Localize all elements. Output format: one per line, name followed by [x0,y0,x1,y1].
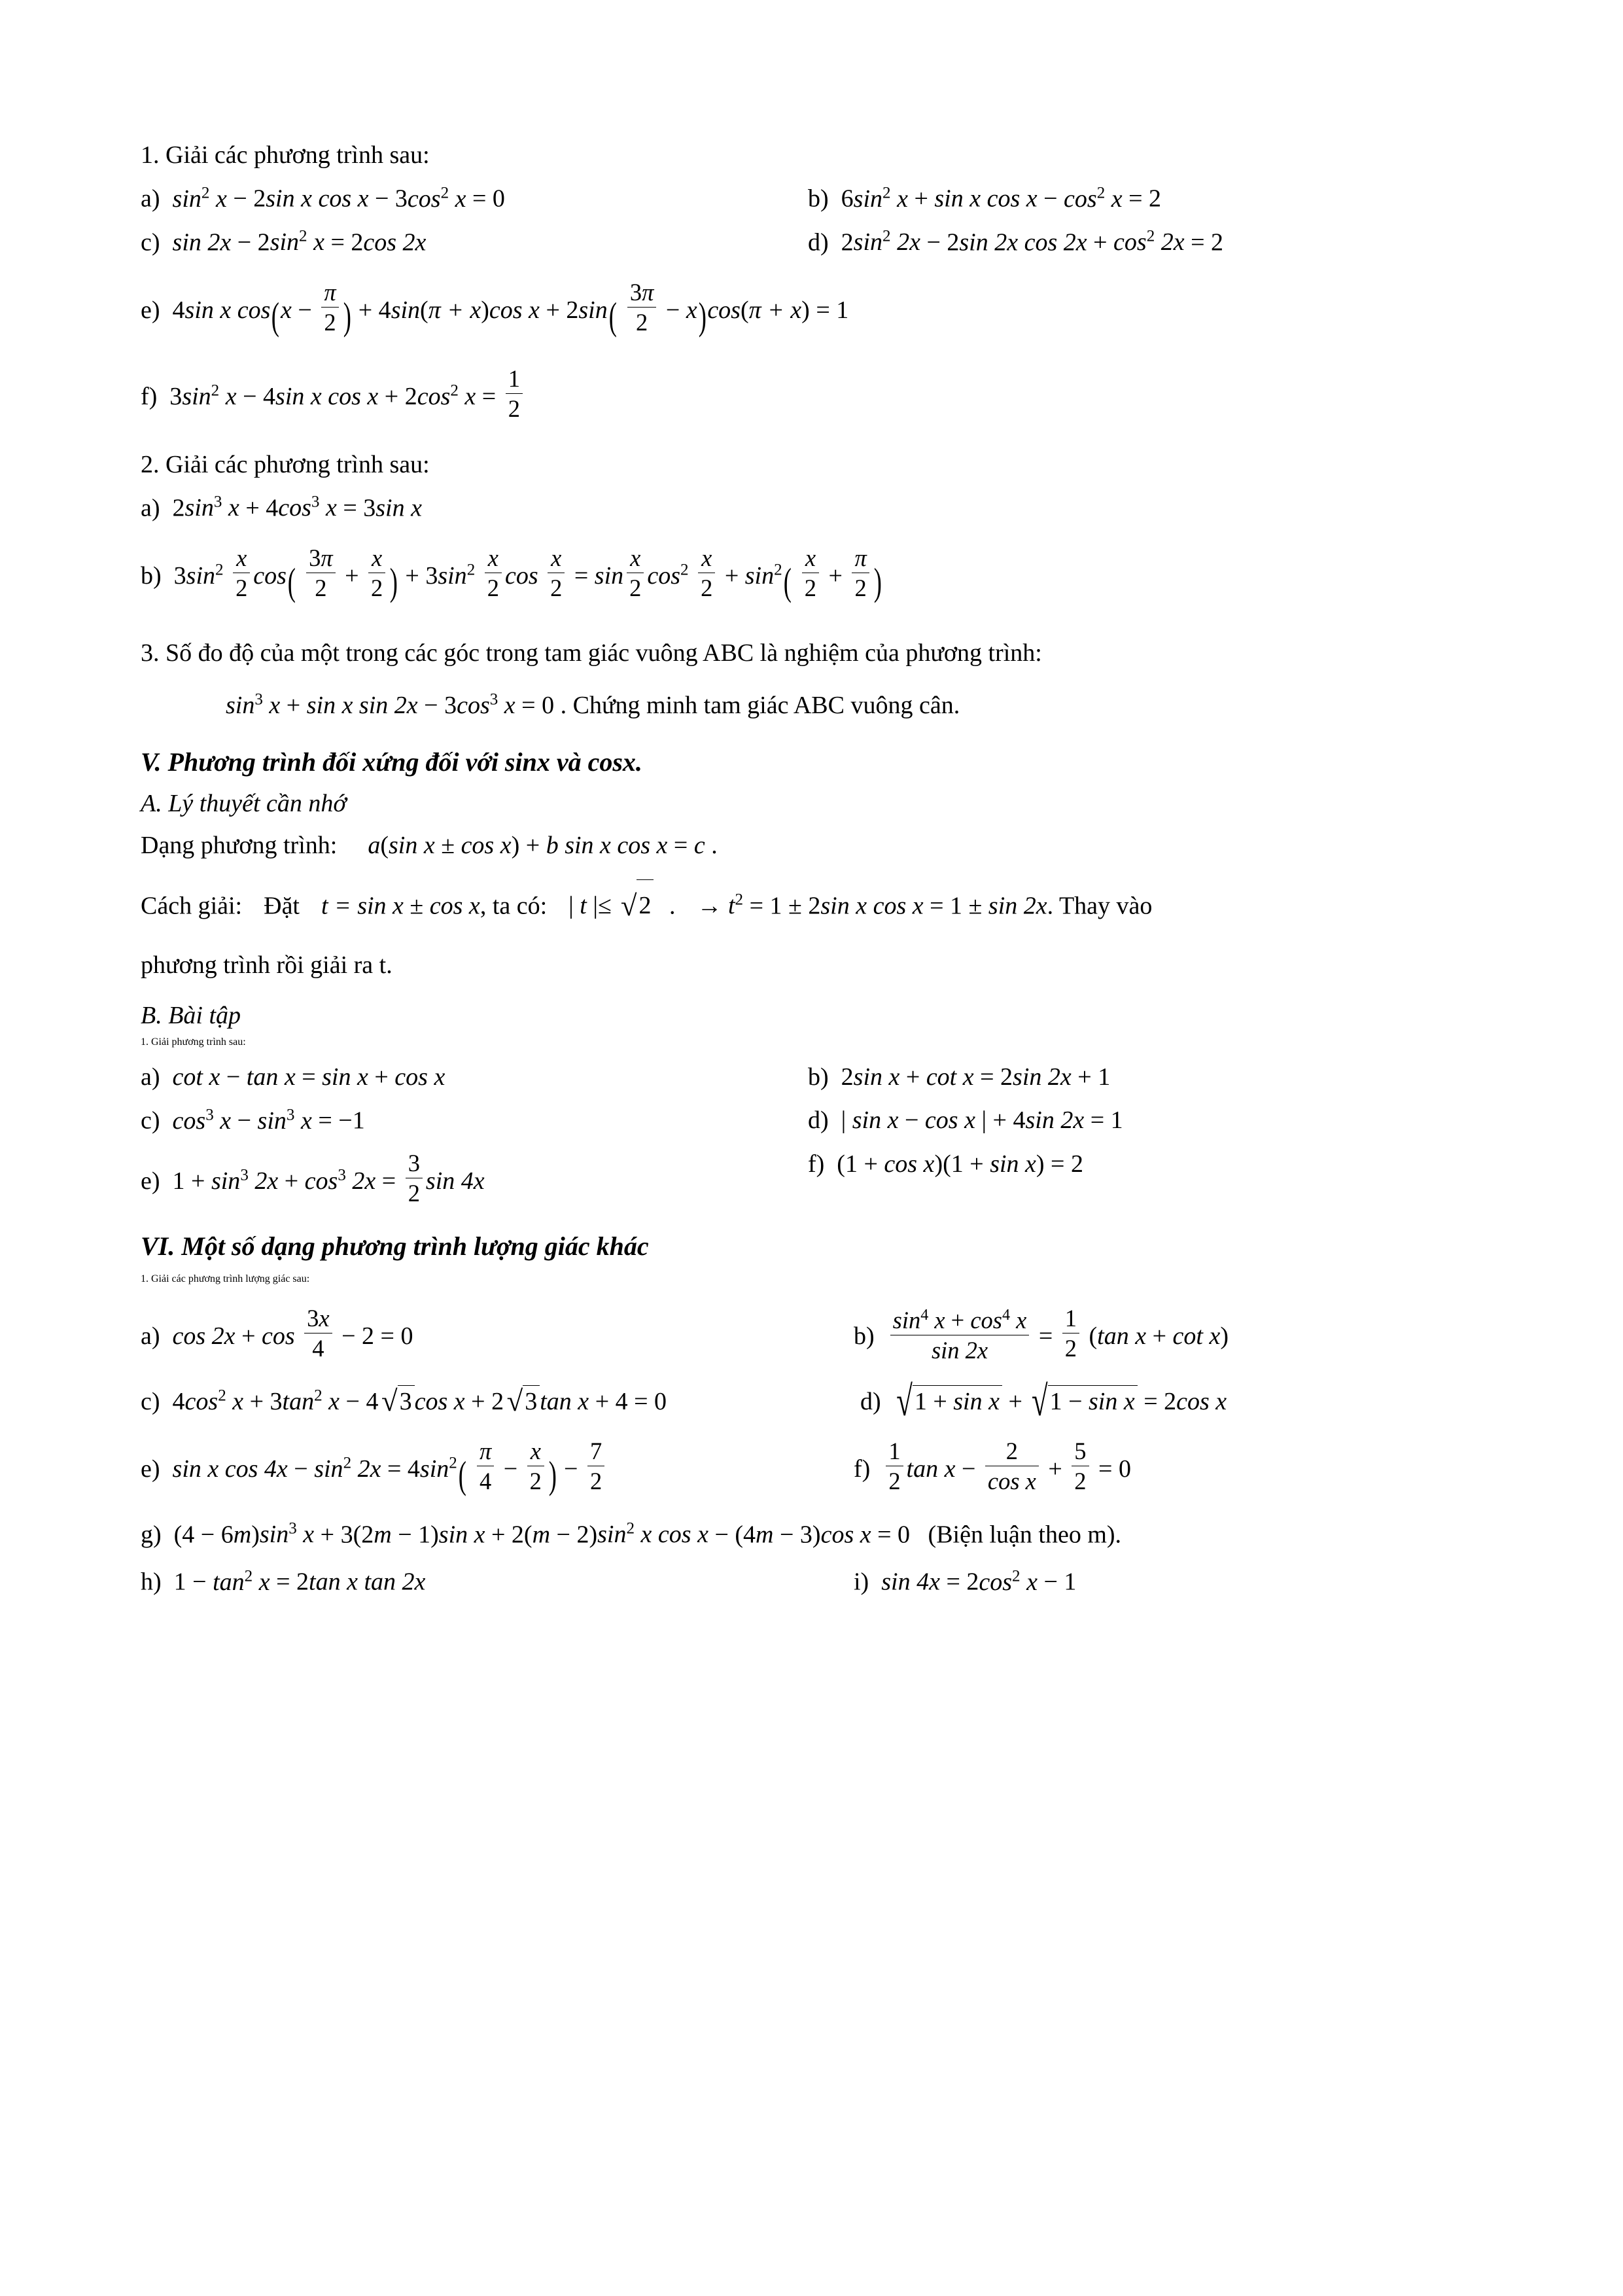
item-vi-a: a) cos 2x + cos $\frac{3x}{4}$ − 2 = 0 [141,1304,413,1362]
exercise-3-body-text: . Chứng minh tam giác ABC vuông cân. [560,692,960,720]
item-1c: c) $\sin 2x - 2\sin^2$ x = 2cos 2x [141,227,427,256]
item-1f: f) $3\sin^2$ x − 4sin x $\cos x + 2\cos^2$ x = $\frac{1}{2}$ [141,365,1482,423]
item-vi-i: i) $\sin 4x = 2\cos^2$ x − 1 [854,1567,1077,1597]
item-v-1e: e) $1 + \sin^3 2x + \cos^3 2x$ = $\frac{3}{2}$ sin 4x [141,1149,485,1207]
item-vi-f: f) $\frac{1}{2}$ tan x − $\frac{2}{\text{cos x}}$ + $\frac{5}{2}$ = 0 [854,1438,1131,1495]
exercise-3-title [141,632,1482,675]
section-v-row-ab [141,1063,1482,1091]
item-1b-label: b) $6\sin^2$ x + sin x $\cos x - \cos^2 x = 2$ [808,184,1162,213]
section-v-method: Cách giải: Đặt t = sin x ± cos x, ta có: | t |≤ √2 . → $t^2 = 1 \pm 2\sin$ x cos x = 1 ± sin 2x. Thay vào [141,877,1482,934]
section-vi-row-ab [141,1305,1482,1365]
item-1a-label: a) $\sin^2 x - 2\sin$ x $\cos x - 3\cos^2$ x = 0 [141,184,505,213]
exercise-3-title-text: 3. Số đo độ của một trong các góc trong tam giác vuông ABC là nghiệm của phương trình: [141,639,1042,667]
section-vi-heading: VI. Một số dạng phương trình lượng giác khác [141,1231,649,1261]
exercise-1-row-ab [141,184,1482,213]
section-v-heading: V. Phương trình đối xứng đối với sinx và cosx. [141,747,642,777]
exercise-1-title [141,141,1482,169]
item-vi-d: d) √1 + sin x + √1 − sin x = 2cos x [860,1377,1227,1425]
item-1b [808,184,1482,213]
item-2b: b) $3\sin^2$ $\frac{x}{2}$ cos( $\frac{3\pi}{2}$ + $\frac{x}{2}$ ) + $3\sin^2$ $\frac{x}{2}$ cos $\frac{x}{2}$ = sin $\frac{x}{2}$ $\cos^2$ $\frac{x}{2}$ + $\sin^2$( $\frac{x}{2}$ + $\frac{\pi}{2}$ ) [141,544,882,603]
item-v-1a: a) cot x − tan x = sin x + cos x [141,1063,445,1091]
exercise-2-title-text: 2. Giải các phương trình sau: [141,450,430,478]
section-vi-row-hi [141,1567,1482,1597]
item-vi-g-note: (Biện luận theo m). [928,1521,1122,1549]
section-v-exercise-title: 1. Giải phương trình sau: [141,1036,246,1048]
section-v-method-label: Cách giải: [141,891,243,919]
item-1e: e) 4sin x cos(x − $\frac{\pi}{2}$ ) + 4sin(π + x)cos x + 2sin( $\frac{3\pi}{2}$ − x)cos(π + x) = 1 [141,279,849,338]
item-v-1f: f) (1 + cos x)(1 + sin x) = 2 [808,1150,1083,1178]
item-2a: a) $2\sin^3$ $x + 4\cos^3$ x = 3sin x [141,493,422,522]
exercise-3-body: $\sin^3 x + \sin x$ $\sin 2x - 3\cos^3$ x = 0 . Chứng minh tam giác ABC vuông cân. [226,690,960,720]
item-vi-e: e) sin x $\cos 4x - \sin^2 2x = 4\sin^2$( $\frac{\pi}{4}$ − $\frac{x}{2}$ ) − $\frac{7}{2}$ [141,1438,854,1497]
item-v-1c: c) $\cos^3 x - \sin^3 x = -1$ [141,1106,365,1135]
item-vi-c: c) $4\cos^2$ $x + 3\tan^2$ x − 4 √3 cos x + 2 √3 tan x + 4 = 0 [141,1385,667,1418]
section-v-exercise-heading: B. Bài tập [141,1002,241,1030]
item-vi-g: g) $(4 - 6m)\sin^3$ x + 3(2m − 1)sin $x + 2(m - 2)\sin^2$ x cos x − (4m − 3)cos x = 0 (Biện luận theo m). [141,1519,1122,1549]
item-vi-b: b) $\frac{\sin^4 x + \cos^4 x}{\sin 2x}$ = $\frac{1}{2}$ (tan x + cot x) [854,1304,1229,1364]
section-vi-row-ef [141,1438,1482,1497]
item-vi-h: h) $1 - \tan^2 x = 2\tan$ x tan 2x [141,1567,426,1597]
section-v-method-line2: phương trình rồi giải ra t. [141,951,393,980]
section-v-row-ef [141,1150,1482,1207]
exercise-2-title [141,450,1482,479]
section-vi-title: 1. Giải các phương trình lượng giác sau: [141,1273,310,1284]
section-v-form-label: Dạng phương trình: [141,832,338,859]
section-vi-row-cd [141,1377,1482,1425]
item-1a [141,184,808,213]
section-v-form: Dạng phương trình: a(sin x ± cos x) + b sin x cos x = c . [141,832,718,859]
section-v-method-text-4: . Thay vào [1047,891,1153,919]
item-v-1b: b) 2sin x + cot x = 2sin 2x + 1 [808,1063,1111,1091]
item-v-1d: d) | sin x − cos x | + 4sin 2x = 1 [808,1106,1123,1135]
exercise-1-title-text: 1. Giải các phương trình sau: [141,141,430,169]
section-v-method-text-1: Đặt [264,891,300,919]
section-v-theory-heading: A. Lý thuyết cần nhớ [141,790,347,817]
section-v-row-cd [141,1106,1482,1135]
exercise-1-row-cd [141,228,1482,257]
item-1d: d) $2\sin^2$ 2x − 2sin 2x $\cos 2x + \cos^2 2x = 2$ [808,227,1224,256]
section-v-method-text-2: , ta có: [480,891,548,919]
